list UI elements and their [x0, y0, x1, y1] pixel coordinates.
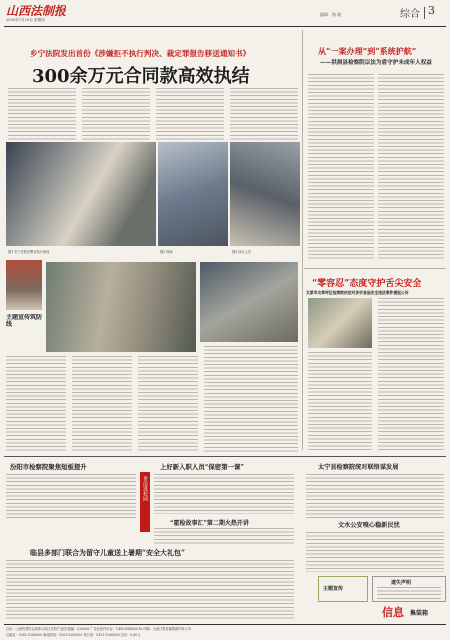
mid-right-rule: [304, 268, 446, 269]
date-line: 2020年7月29日 星期四: [6, 18, 45, 22]
section-label: 综合: [400, 9, 420, 20]
bottom-col3-body2: [306, 532, 444, 572]
side-kicker: 从“一案办理”到“系统护航”: [318, 46, 417, 56]
side-divider: [302, 30, 303, 450]
small-box: [318, 576, 368, 602]
small-box-title: 主题宣传: [323, 586, 344, 592]
lead-body-lower4: [204, 346, 298, 452]
lead-body-lower3: [138, 356, 198, 452]
lead-photo-right: [230, 142, 300, 246]
ad-sub: 集装箱: [410, 610, 429, 617]
masthead: 山西法制报: [6, 4, 67, 18]
bottom-col3-title: 太宁县检察院统对联络谋发展: [318, 464, 399, 471]
lead-photo-bottom: [46, 262, 196, 352]
footer-line1: 社址：山西转型综合改革示范区学府产业园 邮编：030006 广告经营许可证：1401004000016 印刷：山西日报传媒集团印务公司: [6, 627, 192, 631]
side-body-col1: [308, 74, 374, 260]
page-number: 3: [428, 4, 435, 17]
bottom-col2-title: 上好新入职人员“保密第一课”: [160, 463, 245, 471]
lead-headline: 300余万元合同款高效执结: [32, 66, 250, 87]
lead-body-col4: [230, 88, 298, 140]
bottom-wide-title: 临县多部门联合为留守儿童送上暑期“安全大礼包”: [30, 548, 186, 557]
mid-right-body-col2: [378, 298, 444, 452]
notice-body: [377, 587, 441, 599]
mid-right-headline: “零容忍”态度守护舌尖安全: [312, 279, 422, 289]
lead-photo-middle: [158, 142, 228, 246]
editor-line: 编辑：杨 帆: [320, 12, 342, 17]
side-subtitle: ——洪洞县检察院以法为盾守护未成年人权益: [320, 60, 432, 66]
bottom-col2-title2: “霍检故事汇”第二期火热开讲: [170, 520, 249, 527]
footer-rule: [4, 624, 446, 625]
lead-caption-mid: 图2 现场: [160, 250, 173, 254]
bottom-section-rule: [4, 456, 446, 457]
lead-body-lower2: [72, 356, 132, 452]
info-ad: [380, 604, 444, 622]
lead-kicker: 乡宁法院发出首份《涉嫌拒不执行判决、裁定罪报告移送通知书》: [30, 49, 251, 58]
lead-body-lower1: [6, 356, 66, 452]
section-divider: [424, 7, 425, 19]
bottom-wide-body: [6, 560, 294, 620]
mid-right-photo: [308, 298, 372, 348]
ad-brand: 信息: [382, 606, 404, 619]
bottom-col2-tag-text: 普法进校园: [142, 476, 148, 501]
bottom-col1-body: [6, 474, 136, 520]
bottom-col2-tag: [140, 472, 150, 532]
bottom-col2-body: [154, 474, 294, 514]
mid-right-body-col1: [308, 352, 372, 452]
lead-caption-left: 图1 乡宁法院法警在执行现场: [8, 250, 50, 254]
lead-body-col3: [156, 88, 224, 140]
bottom-col3-title2: 文水公安嗅心稳新民忧: [338, 522, 400, 529]
lead-photo-main: [6, 142, 156, 246]
header-rule: [4, 26, 446, 27]
lead-photo-bottom-right: [200, 262, 298, 342]
notice-box: [372, 576, 446, 602]
topic-caption-title: 主题宣传筑防线: [6, 314, 43, 328]
lead-body-col1: [8, 88, 76, 140]
notice-title: 遗失声明: [391, 580, 412, 586]
side-body-col2: [378, 74, 444, 260]
footer-line2: 总编室：0351-5280000 新闻热线：0351-5280000 发行部：0351-5280000 定价：0.60元: [6, 633, 141, 637]
topic-photo: [6, 260, 42, 310]
bottom-col2-body2: [154, 528, 294, 544]
lead-caption-right: 图3 执行人员: [232, 250, 251, 254]
bottom-col3-body: [306, 474, 444, 518]
lead-body-col2: [82, 88, 150, 140]
mid-right-subtitle: 太原市尖草坪区检察院依法对多宗食品安全违法案件提起公诉: [306, 290, 409, 295]
bottom-col1-title: 汾阳市检察院聚焦短板提升: [10, 463, 87, 471]
